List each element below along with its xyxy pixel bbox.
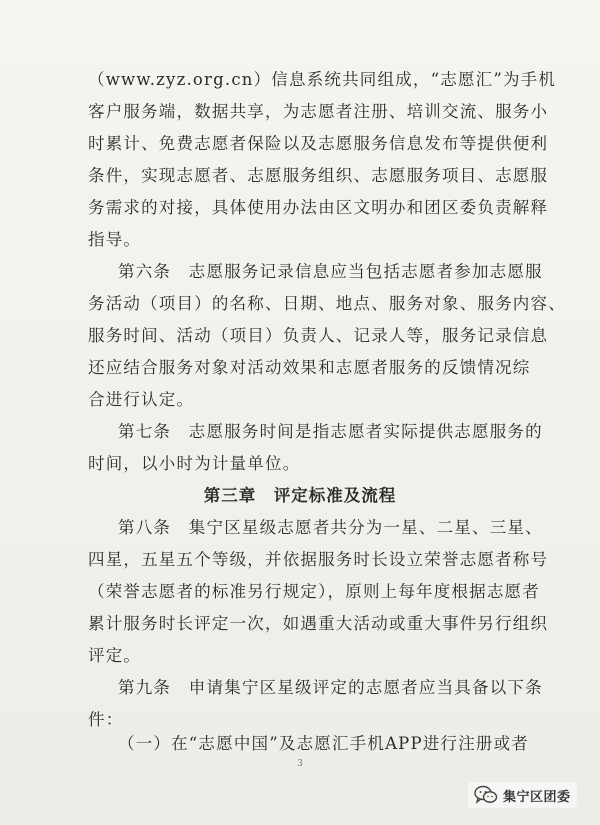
condition-1-line: （一）在“志愿中国”及志愿汇手机APP进行注册或者 (118, 734, 529, 753)
paragraph-line: 件： (88, 710, 124, 729)
wechat-watermark (468, 782, 577, 808)
paragraph-line: 务需求的对接，具体使用办法由区文明办和团区委负责解释 (88, 198, 549, 217)
paragraph-line: 四星，五星五个等级，并依据服务时长设立荣誉志愿者称号 (88, 550, 549, 569)
paragraph-line: 合进行认定。 (88, 390, 195, 409)
article-8-line: 第八条 集宁区星级志愿者共分为一星、二星、三星、 (118, 518, 543, 537)
paragraph-line: 务活动（项目）的名称、日期、地点、服务对象、服务内容、 (88, 294, 566, 313)
chapter-heading: 第三章 评定标准及流程 (203, 486, 397, 505)
paragraph-line: 客户服务端，数据共享，为志愿者注册、培训交流、服务小 (88, 102, 549, 121)
paragraph-line: （荣誉志愿者的标准另行规定），原则上每年度根据志愿者 (88, 582, 540, 601)
watermark-label: 集宁区团委 (503, 789, 571, 805)
wechat-icon (474, 785, 498, 805)
article-6-line: 第六条 志愿服务记录信息应当包括志愿者参加志愿服 (118, 262, 543, 281)
paragraph-line: 还应结合服务对象对活动效果和志愿者服务的反馈情况综 (88, 358, 531, 377)
paragraph-line: 时累计、免费志愿者保险以及志愿服务信息发布等提供便利 (88, 134, 549, 153)
article-9-line: 第九条 申请集宁区星级评定的志愿者应当具备以下条 (118, 678, 543, 697)
paragraph-line: 条件，实现志愿者、志愿服务组织、志愿服务项目、志愿服 (88, 166, 549, 185)
paragraph-line: 时间，以小时为计量单位。 (88, 454, 301, 473)
paragraph-line: （www.zyz.org.cn）信息系统共同组成，“志愿汇”为手机 (88, 70, 557, 89)
paragraph-line: 评定。 (88, 646, 142, 665)
article-7-line: 第七条 志愿服务时间是指志愿者实际提供志愿服务的 (118, 422, 543, 441)
paragraph-line: 服务时间、活动（项目）负责人、记录人等，服务记录信息 (88, 326, 549, 345)
page-number: 3 (297, 759, 303, 769)
paragraph-line: 指导。 (88, 230, 142, 249)
paragraph-line: 累计服务时长评定一次，如遇重大活动或重大事件另行组织 (88, 614, 549, 633)
